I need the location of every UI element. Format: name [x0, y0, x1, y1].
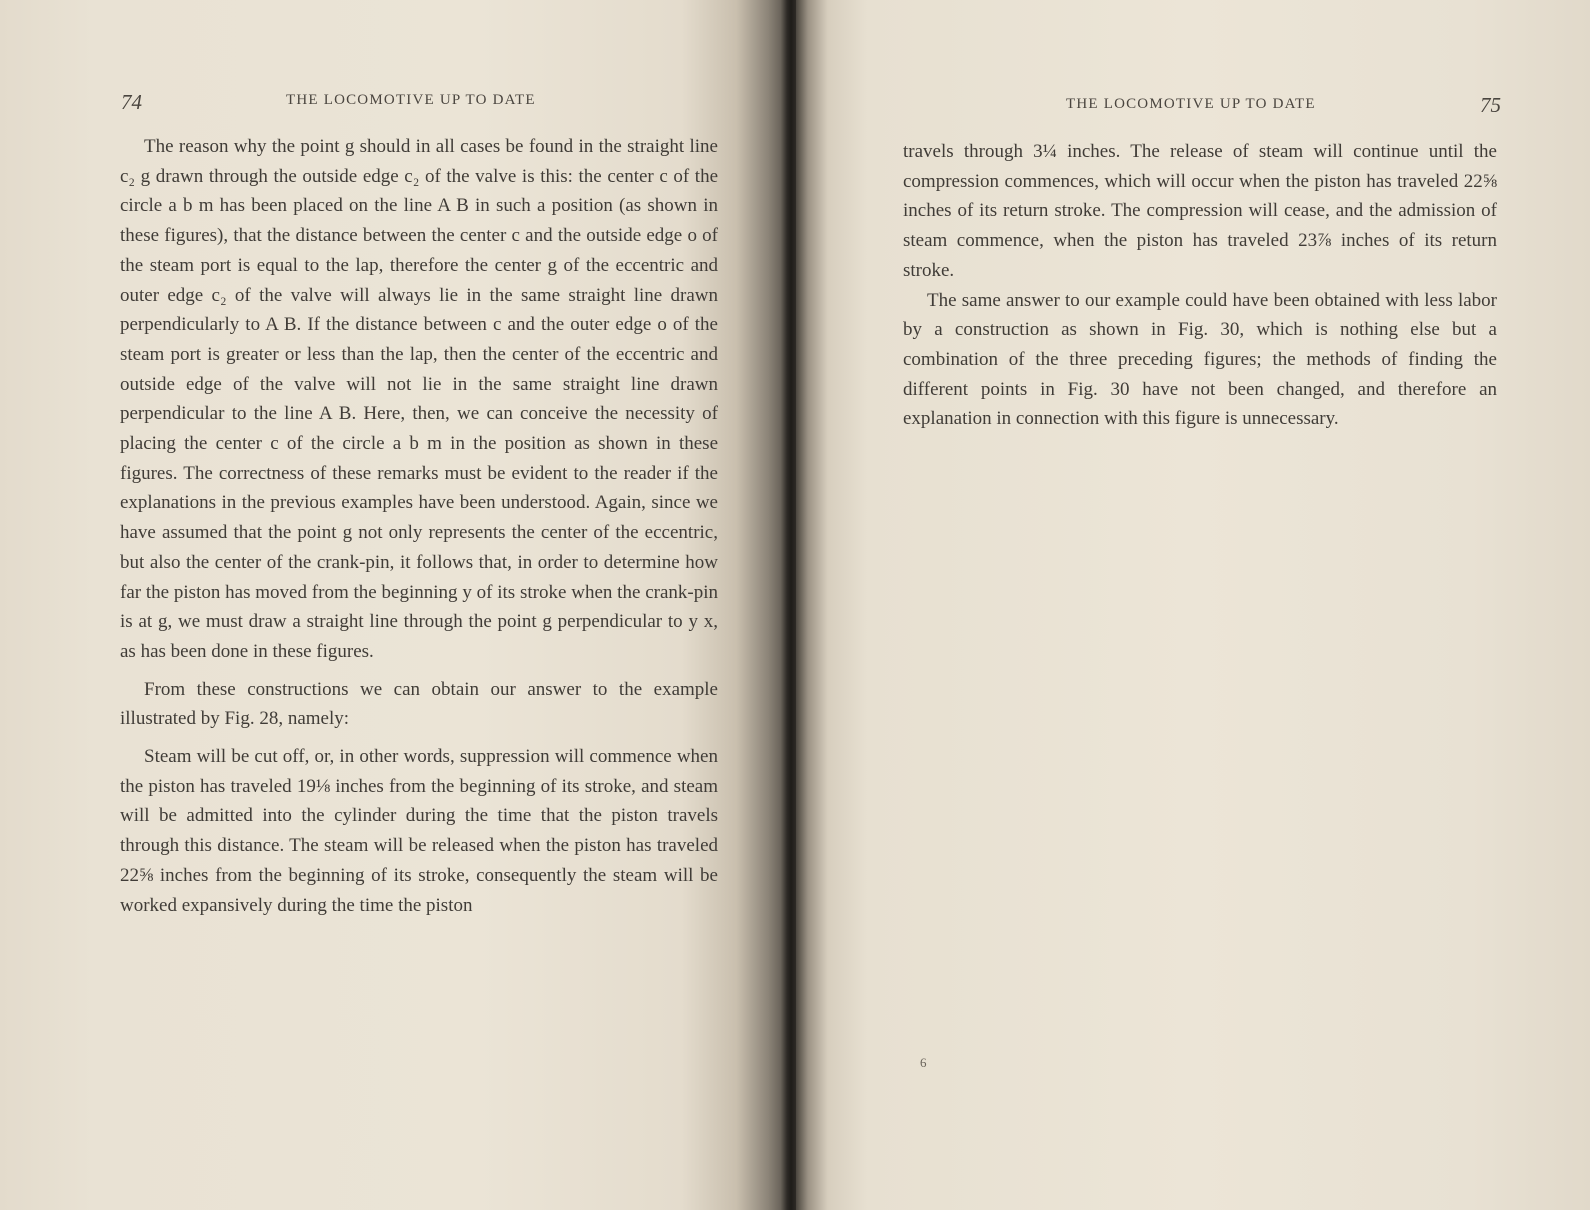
- paragraph: The reason why the point g should in all cases be found in the straight line c₂ g drawn through the outside edge c₂ of the valve is this: the center c of the circle a b m has been placed on the line A B in such a position (as shown in these figures), that the distance between the center c and the outside edge o of the steam port is equal to the lap, therefore the center g of the eccentric and outer edge c₂ of the valve will always lie in the same straight line drawn perpendicularly to A B. If the distance between c and the outer edge o of the steam port is greater or less than the lap, then the center of the eccentric and outside edge of the valve will not lie in the same straight line drawn perpendicular to the line A B. Here, then, we can conceive the necessity of placing the center c of the circle a b m in the position as shown in these figures. The correctness of these remarks must be evident to the reader if the explanations in the previous examples have been understood. Again, since we have assumed that the point g not only represents the center of the eccentric, but also the center of the crank-pin, it follows that, in order to determine how far the piston has moved from the beginning y of its stroke when the crank-pin is at g, we must draw a straight line through the point g perpendicular to y x, as has been done in these figures.: [120, 136, 718, 662]
- running-head: THE LOCOMOTIVE UP TO DATE: [286, 92, 536, 108]
- body-text: [903, 137, 1497, 434]
- signature-mark: 6: [920, 1055, 927, 1070]
- left-page: [0, 0, 792, 1210]
- page-number: 75: [1480, 93, 1501, 117]
- paragraph: travels through 3¼ inches. The release of steam will continue until the compression commences, which will occur when the piston has traveled 22⅝ inches of its return stroke. The compression will cease, and the admission of steam commence, when the piston has traveled 23⅞ inches of its return stroke.: [903, 141, 1497, 281]
- body-text: [120, 132, 718, 920]
- paragraph: The same answer to our example could have been obtained with less labor by a construction as shown in Fig. 30, which is nothing else but a combination of the three preceding figures; the methods of finding the different points in Fig. 30 have not been changed, and therefore an explanation in connection with this figure is unnecessary.: [903, 289, 1497, 430]
- running-head: THE LOCOMOTIVE UP TO DATE: [1066, 96, 1316, 112]
- paragraph: Steam will be cut off, or, in other words, suppression will commence when the piston has traveled 19⅛ inches from the beginning of its stroke, and steam will be admitted into the cylinder during the time that the piston travels through this distance. The steam will be released when the piston has traveled 22⅝ inches from the beginning of its stroke, consequently the steam will be worked expansively during the time the piston: [120, 746, 718, 916]
- page-number: 74: [121, 90, 142, 114]
- paragraph: From these constructions we can obtain our answer to the example illustrated by Fig. 28, namely:: [120, 678, 718, 730]
- right-page: [796, 0, 1590, 1210]
